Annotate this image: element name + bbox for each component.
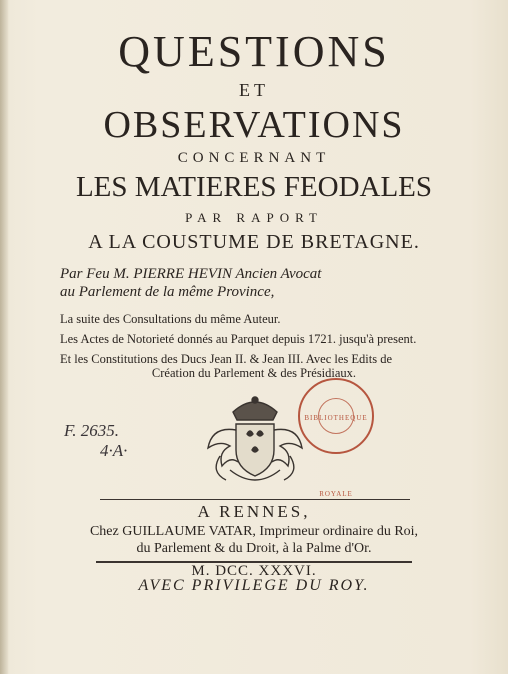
royal-arms-icon bbox=[200, 386, 310, 494]
divider-rule bbox=[100, 499, 410, 500]
title-line-questions: QUESTIONS bbox=[118, 27, 390, 76]
title-line-coustume: A LA COUSTUME DE BRETAGNE. bbox=[88, 231, 420, 253]
imprint-privilege: AVEC PRIVILEGE DU ROY. bbox=[138, 577, 370, 594]
title-line-et: ET bbox=[239, 80, 269, 100]
author-line-2: au Parlement de la même Province, bbox=[60, 284, 275, 300]
title-line-observations: OBSERVATIONS bbox=[103, 104, 405, 146]
contents-line-3: Et les Constitutions des Ducs Jean II. & Jean III. Avec les Edits de bbox=[60, 352, 392, 366]
imprint-date: M. DCC. XXXVI. bbox=[191, 563, 317, 579]
shelfmark-line-1: F. 2635. bbox=[64, 421, 119, 440]
title-line-concernant: CONCERNANT bbox=[177, 150, 331, 166]
shelfmark-line-2: 4·A· bbox=[100, 441, 128, 460]
contents-line-1: La suite des Consultations du même Auteur. bbox=[60, 312, 281, 326]
contents-line-4: Création du Parlement & des Présidiaux. bbox=[151, 366, 357, 380]
imprint-city: A RENNES, bbox=[197, 502, 311, 521]
imprint-printer: Chez GUILLAUME VATAR, Imprimeur ordinaire du Roi, bbox=[89, 524, 419, 539]
stamp-inner-ring bbox=[318, 398, 354, 434]
author-line-1: Par Feu M. PIERRE HEVIN Ancien Avocat bbox=[60, 266, 322, 282]
title-line-par-raport: PAR RAPORT bbox=[185, 210, 323, 225]
imprint-printer-2: du Parlement & du Droit, à la Palme d'Or. bbox=[136, 541, 372, 556]
stamp-label: BIBLIOTHEQUE ROYALE bbox=[304, 414, 368, 498]
contents-line-2: Les Actes de Notorieté donnés au Parquet depuis 1721. jusqu'à present. bbox=[60, 332, 417, 346]
title-line-matieres: LES MATIERES FEODALES bbox=[75, 171, 433, 203]
